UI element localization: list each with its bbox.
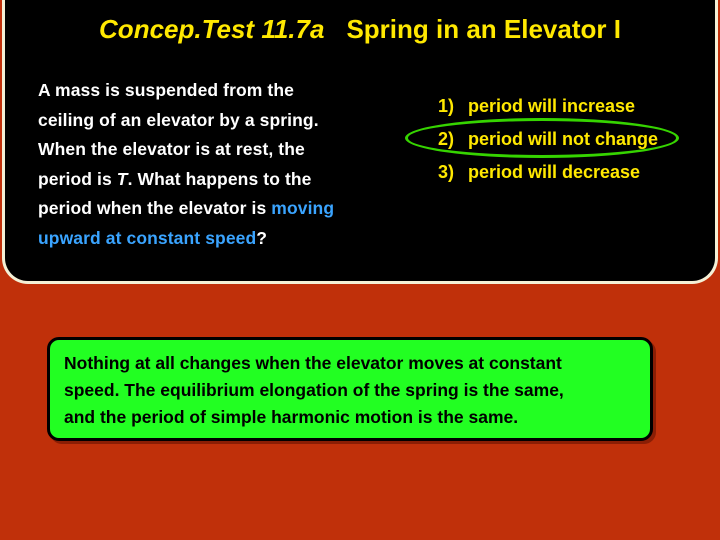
correct-answer-ring [405,118,679,158]
explanation-line: and the period of simple harmonic motion is the same. [64,407,519,427]
question-text [38,76,398,253]
period-variable: T [116,168,128,189]
question-line: A mass is suspended from the [38,80,294,100]
highlight-text: upward at constant speed [38,227,257,248]
title-topic: Spring in an Elevator I [346,14,621,44]
title-number: Concep.Test 11.7a [99,14,325,44]
choice-decrease[interactable] [438,156,708,189]
explanation-line: Nothing at all changes when the elevator moves at constant [64,353,562,373]
choice-label: period will increase [468,96,636,116]
slide-title [0,14,720,45]
question-line [38,224,398,254]
answer-explanation [47,337,653,441]
choice-number: 1) [438,96,455,116]
question-fragment: period is [38,168,117,189]
question-line: When the elevator is at rest, the [38,139,305,159]
choice-number: 2) [438,129,455,149]
highlight-text: moving [271,198,335,218]
question-line [38,165,398,195]
choice-number: 3) [438,162,455,182]
question-fragment: . What happens to the [127,168,312,189]
question-fragment: ? [256,227,268,248]
question-fragment: period when the elevator is [38,198,272,218]
choice-label: period will decrease [468,162,641,182]
question-line [38,194,398,224]
question-line: ceiling of an elevator by a spring. [38,109,319,130]
choice-label: period will not change [468,129,659,149]
explanation-line: speed. The equilibrium elongation of the spring is the same, [64,380,564,400]
